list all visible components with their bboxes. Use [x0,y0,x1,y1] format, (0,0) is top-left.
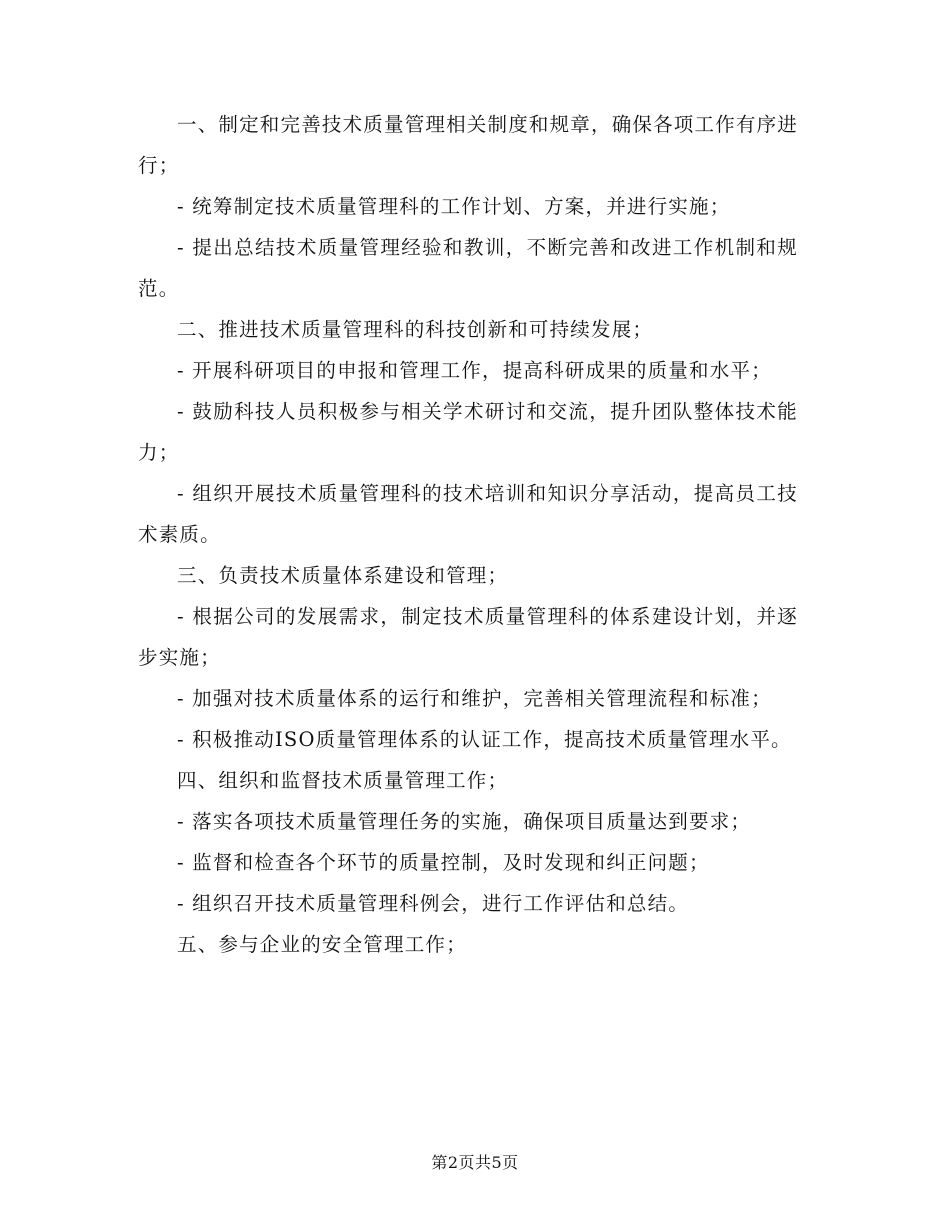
paragraph: - 开展科研项目的申报和管理工作，提高科研成果的质量和水平； [177,359,772,382]
paragraph: - 根据公司的发展需求，制定技术质量管理科的体系建设计划，并逐步实施； [138,605,798,669]
paragraph: - 监督和检查各个环节的质量控制，及时发现和纠正问题； [177,851,710,874]
paragraph: - 积极推动ISO质量管理体系的认证工作，提高技术质量管理水平。 [177,728,792,751]
paragraph: - 提出总结技术质量管理经验和教训，不断完善和改进工作机制和规范。 [138,236,798,300]
paragraph: 二、推进技术质量管理科的科技创新和可持续发展； [177,318,654,341]
paragraph: 四、组织和监督技术质量管理工作； [177,769,509,792]
paragraph: - 组织开展技术质量管理科的技术培训和知识分享活动，提高员工技术素质。 [138,482,798,546]
page-number-footer: 第2页共5页 [431,1153,519,1172]
document-body [138,104,798,965]
paragraph: 三、负责技术质量体系建设和管理； [177,564,509,587]
paragraph: - 落实各项技术质量管理任务的实施，确保项目质量达到要求； [177,810,752,833]
paragraph: - 鼓励科技人员积极参与相关学术研讨和交流，提升团队整体技术能力； [138,400,798,464]
paragraph: - 统筹制定技术质量管理科的工作计划、方案，并进行实施； [177,195,731,218]
paragraph: - 组织召开技术质量管理科例会，进行工作评估和总结。 [177,892,689,915]
paragraph: 五、参与企业的安全管理工作； [177,933,467,956]
paragraph: - 加强对技术质量体系的运行和维护，完善相关管理流程和标准； [177,687,772,710]
paragraph: 一、制定和完善技术质量管理相关制度和规章，确保各项工作有序进行； [138,113,799,177]
